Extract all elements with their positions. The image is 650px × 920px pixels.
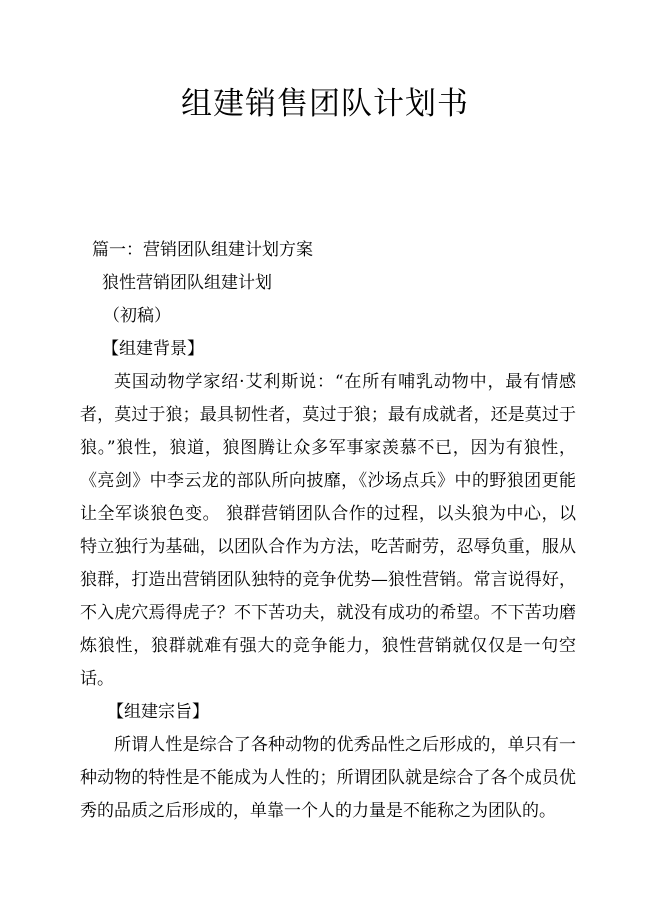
document-title: 组建销售团队计划书 [181, 86, 469, 122]
paragraph-background: 英国动物学家绍·艾利斯说：“在所有哺乳动物中，最有情感者，莫过于狼；最具韧性者，莫过于狼；最有成就者，还是莫过于狼。”狼性，狼道，狼图腾让众多军事家羡慕不已，因为有狼性，《亮剑》中李云龙的部队所向披靡，《沙场点兵》中的野狼团更能让全军谈狼色变。 狼群营销团队合作的过程，以头狼为中心，以特立独行为基础，以团队合作为方法，吃苦耐劳，忍辱负重，服从狼群，打造出营销团队独特的竞争优势—狼性营销。常言说得好，不入虎穴焉得虎子？不下苦功夫，就没有成功的希望。不下苦功磨炼狼性，狼群就难有强大的竞争能力，狼性营销就仅仅是一句空话。 [80, 372, 576, 689]
section-heading-background: 【组建背景】 [102, 339, 204, 359]
section-heading-purpose: 【组建宗旨】 [107, 702, 209, 722]
part-heading: 篇一：营销团队组建计划方案 [92, 240, 313, 260]
paragraph-purpose: 所谓人性是综合了各种动物的优秀品性之后形成的，单只有一种动物的特性是不能成为人性的；所谓团队就是综合了各个成员优秀的品质之后形成的，单靠一个人的力量是不能称之为团队的。 [80, 735, 576, 821]
draft-note: （初稿） [103, 306, 171, 326]
plan-subtitle: 狼性营销团队组建计划 [102, 273, 272, 293]
document-body [80, 234, 576, 828]
